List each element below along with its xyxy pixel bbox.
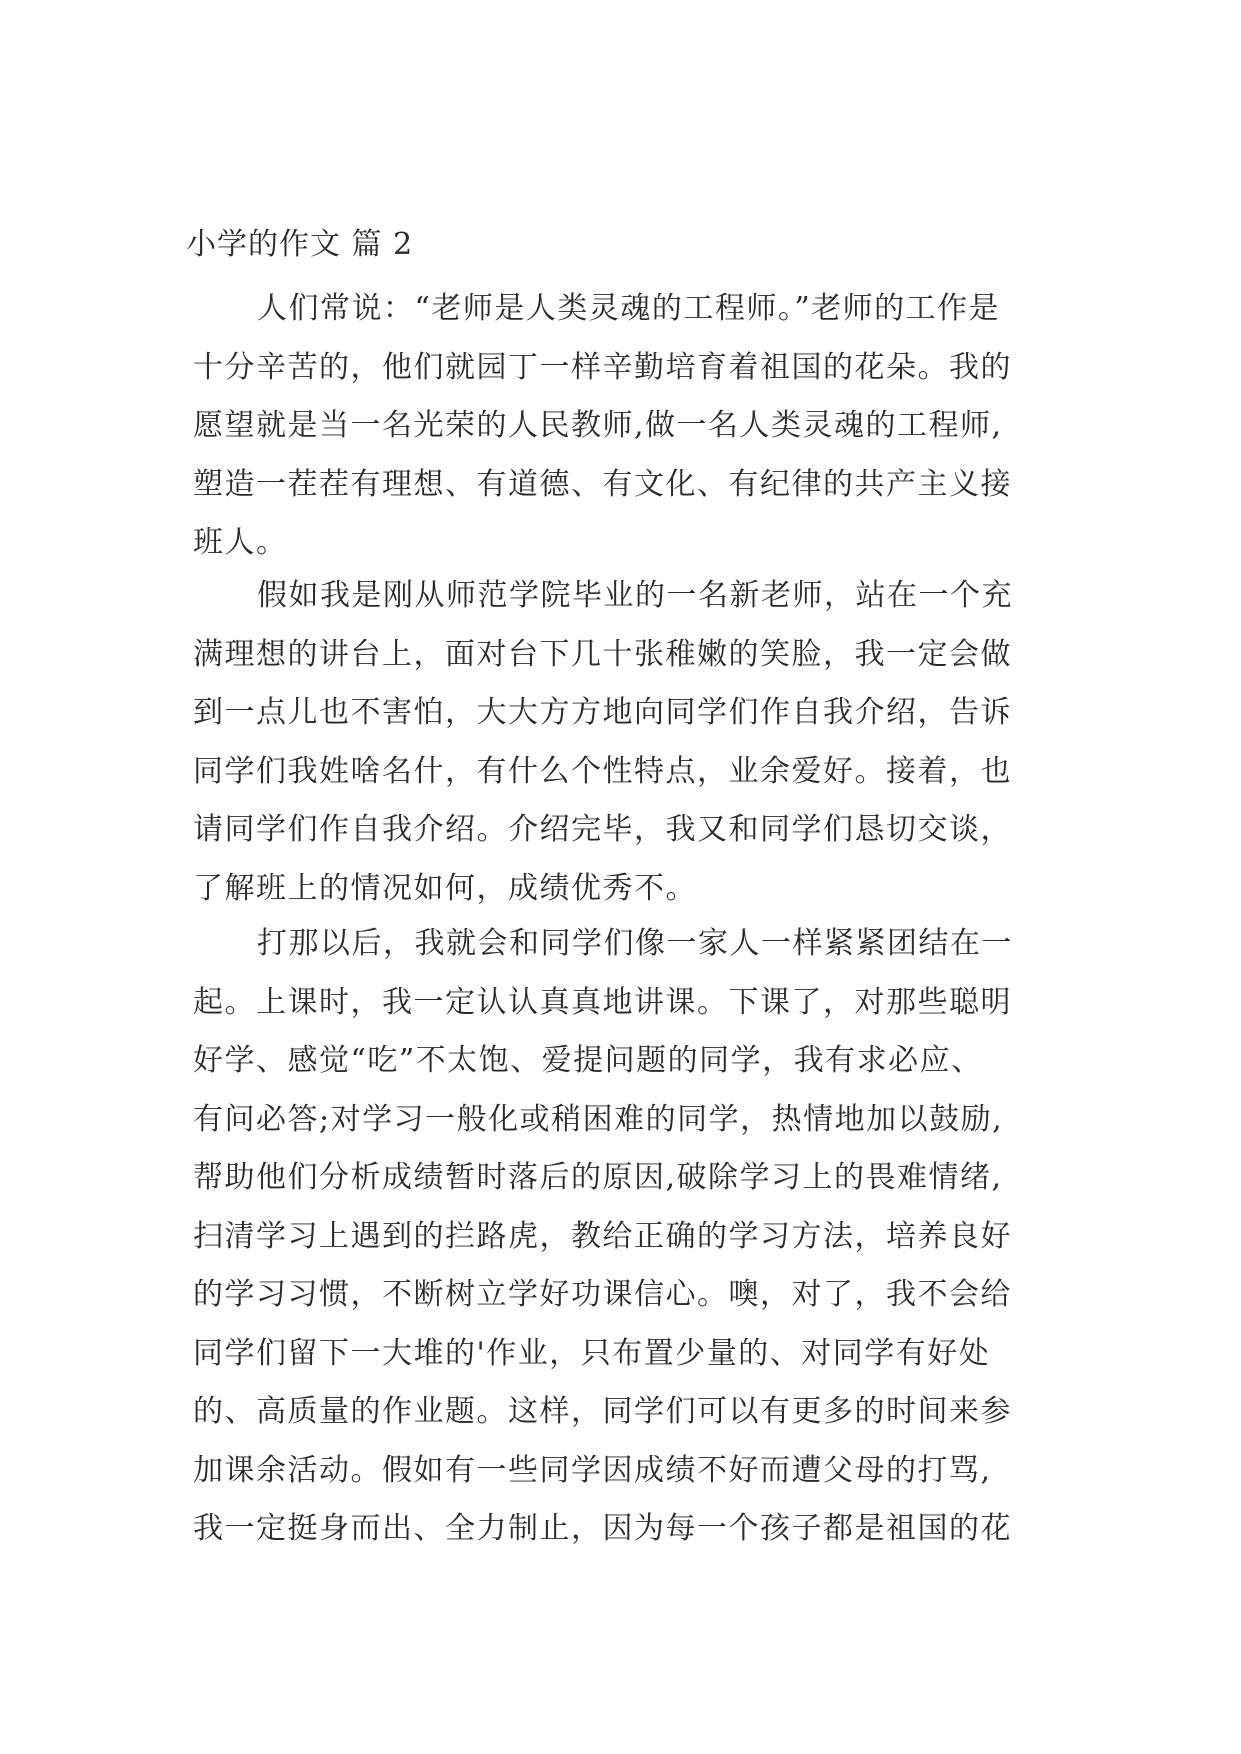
paragraph-2: [193, 567, 1053, 918]
paragraph-line: 有问必答;对学习一般化或稍困难的同学，热情地加以鼓励,: [193, 1101, 1004, 1137]
paragraph-line: 十分辛苦的，他们就园丁一样辛勤培育着祖国的花朵。我的: [193, 349, 1012, 385]
paragraph-line: 同学们我姓啥名什，有什么个性特点，业余爱好。接着，也: [193, 753, 1012, 789]
paragraph-line: 我一定挺身而出、全力制止，因为每一个孩子都是祖国的花: [193, 1511, 1012, 1546]
paragraph-1: [193, 280, 1053, 573]
paragraph-line: 扫清学习上遇到的拦路虎，教给正确的学习方法，培养良好: [193, 1218, 1012, 1254]
paragraph-line: 加课余活动。假如有一些同学因成绩不好而遭父母的打骂,: [193, 1452, 992, 1488]
paragraph-line: 班人。: [193, 525, 288, 560]
paragraph-3: [193, 915, 1053, 1559]
paragraph-line: 帮助他们分析成绩暂时落后的原因,破除学习上的畏难情绪,: [193, 1160, 1003, 1195]
paragraph-line: 的、高质量的作业题。这样，同学们可以有更多的时间来参: [193, 1394, 1012, 1429]
paragraph-line: 同学们留下一大堆的'作业，只布置少量的、对同学有好处: [193, 1335, 991, 1371]
paragraph-line: 人们常说：“老师是人类灵魂的工程师。”老师的工作是: [257, 291, 1001, 326]
paragraph-line: 打那以后，我就会和同学们像一家人一样紧紧团结在一: [257, 926, 1013, 961]
paragraph-line: 起。上课时，我一定认认真真地讲课。下课了，对那些聪明: [193, 984, 1012, 1020]
paragraph-line: 了解班上的情况如何，成绩优秀不。: [193, 870, 697, 906]
paragraph-line: 好学、感觉“吃”不太饱、爱提问题的同学，我有求必应、: [193, 1043, 983, 1078]
paragraph-line: 愿望就是当一名光荣的人民教师,做一名人类灵魂的工程师,: [193, 408, 1003, 443]
paragraph-line: 满理想的讲台上，面对台下几十张稚嫩的笑脸，我一定会做: [193, 636, 1012, 672]
paragraph-line: 假如我是刚从师范学院毕业的一名新老师，站在一个充: [257, 578, 1013, 613]
paragraph-line: 到一点儿也不害怕，大大方方地向同学们作自我介绍，告诉: [193, 695, 1012, 730]
paragraph-line: 塑造一茬茬有理想、有道德、有文化、有纪律的共产主义接: [193, 466, 1012, 502]
paragraph-line: 请同学们作自我介绍。介绍完毕，我又和同学们恳切交谈，: [193, 812, 1012, 847]
paragraph-line: 的学习习惯，不断树立学好功课信心。噢，对了，我不会给: [193, 1277, 1012, 1312]
essay-title: 小学的作文 篇 2: [186, 227, 414, 262]
